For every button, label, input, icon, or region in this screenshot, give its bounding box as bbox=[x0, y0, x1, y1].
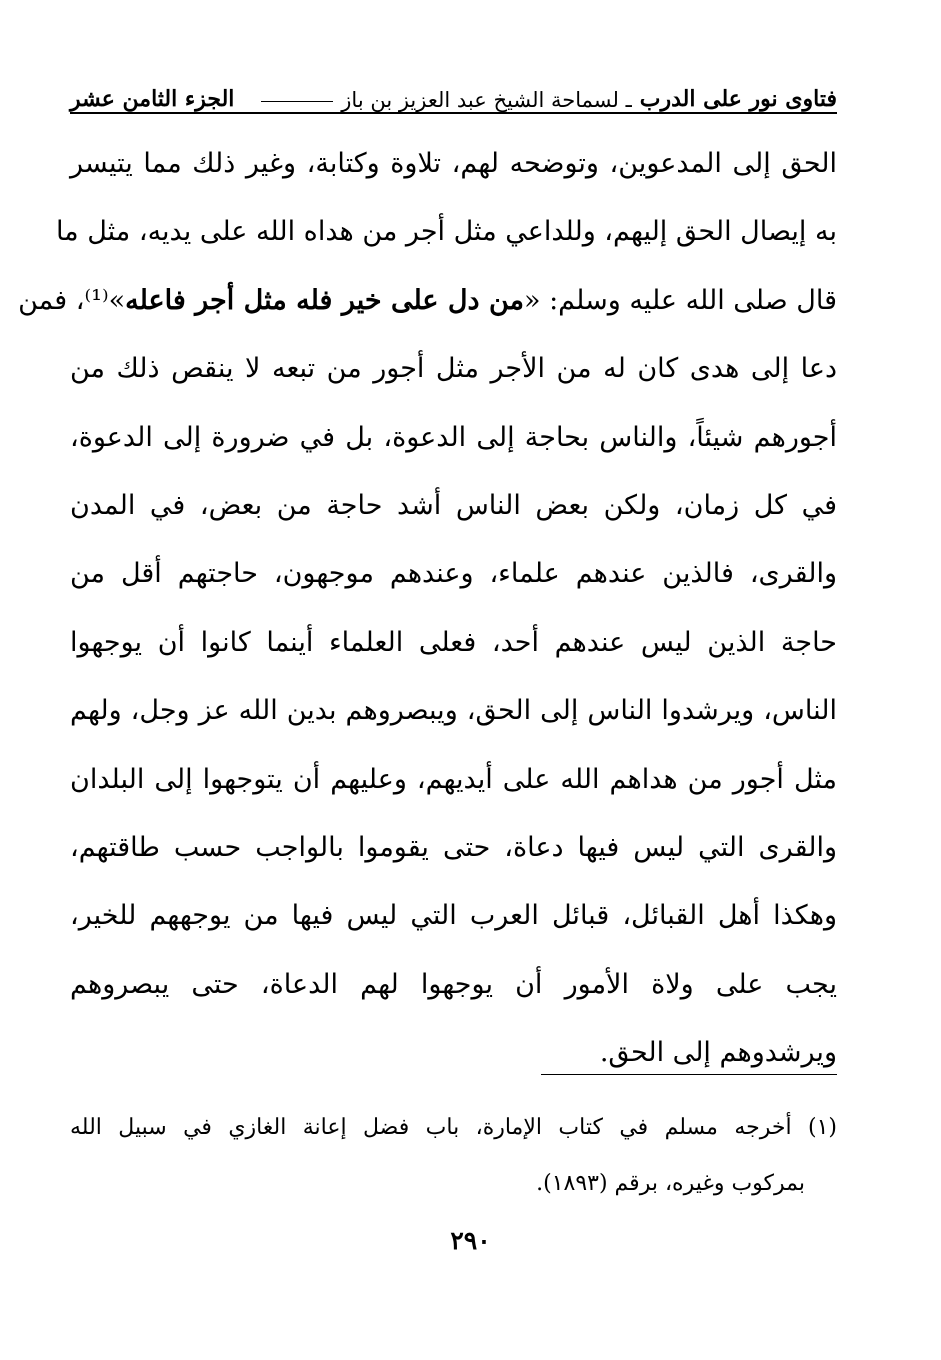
text-line: ويرشدوهم إلى الحق. bbox=[599, 1037, 837, 1069]
body-text bbox=[18, 130, 837, 1087]
text-line: أجورهم شيئاً، والناس بحاجة إلى الدعوة، بل في ضرورة إلى الدعوة، bbox=[70, 421, 837, 453]
text-line: والقرى، فالذين عندهم علماء، وعندهم موجهون، حاجتهم أقل من bbox=[70, 558, 837, 590]
footnote-line: بمركوب وغيره، برقم (١٨٩٣). bbox=[536, 1171, 805, 1196]
footnote bbox=[70, 1100, 837, 1212]
footnote-separator bbox=[541, 1074, 837, 1075]
author-name: ـ لسماحة الشيخ عبد العزيز بن باز bbox=[341, 88, 632, 112]
text-line-with-hadith bbox=[18, 267, 837, 335]
running-header bbox=[70, 72, 837, 114]
text-line: مثل أجور من هداهم الله على أيديهم، وعليهم أن يتوجهوا إلى البلدان bbox=[70, 763, 837, 795]
hadith-intro: قال صلى الله عليه وسلم: « bbox=[523, 284, 837, 316]
text-line: الحق إلى المدعوين، وتوضحه لهم، تلاوة وكتابة، وغير ذلك مما يتيسر bbox=[70, 148, 837, 179]
hadith-quote: من دل على خير فله مثل أجر فاعله bbox=[125, 284, 524, 316]
text-line: في كل زمان، ولكن بعض الناس أشد حاجة من بعض، في المدن bbox=[70, 489, 837, 521]
volume-label: الجزء الثامن عشر bbox=[70, 86, 235, 112]
footnote-line: (١) أخرجه مسلم في كتاب الإمارة، باب فضل إعانة الغازي في سبيل الله bbox=[70, 1115, 837, 1140]
text-line: يجب على ولاة الأمور أن يوجهوا لهم الدعاة، حتى يبصروهم bbox=[70, 968, 837, 1000]
header-title-group bbox=[261, 86, 837, 112]
text-line: الناس، ويرشدوا الناس إلى الحق، ويبصروهم بدين الله عز وجل، ولهم bbox=[70, 695, 837, 727]
book-title: فتاوى نور على الدرب bbox=[639, 86, 837, 112]
text-line: والقرى التي ليس فيها دعاة، حتى يقوموا بالواجب حسب طاقتهم، bbox=[70, 831, 837, 863]
footnote-reference: »⁽¹⁾، فمن bbox=[18, 284, 126, 316]
text-line: به إيصال الحق إليهم، وللداعي مثل أجر من هداه الله على يديه، مثل ما bbox=[55, 216, 837, 248]
header-divider bbox=[261, 101, 333, 102]
text-line: وهكذا أهل القبائل، قبائل العرب التي ليس فيها من يوجههم للخير، bbox=[70, 900, 837, 932]
text-line: حاجة الذين ليس عندهم أحد، فعلى العلماء أينما كانوا أن يوجهوا bbox=[70, 626, 837, 658]
page-number: ٢٩٠ bbox=[450, 1226, 491, 1255]
text-line: دعا إلى هدى كان له من الأجر مثل أجور من تبعه لا ينقص ذلك من bbox=[70, 353, 837, 385]
